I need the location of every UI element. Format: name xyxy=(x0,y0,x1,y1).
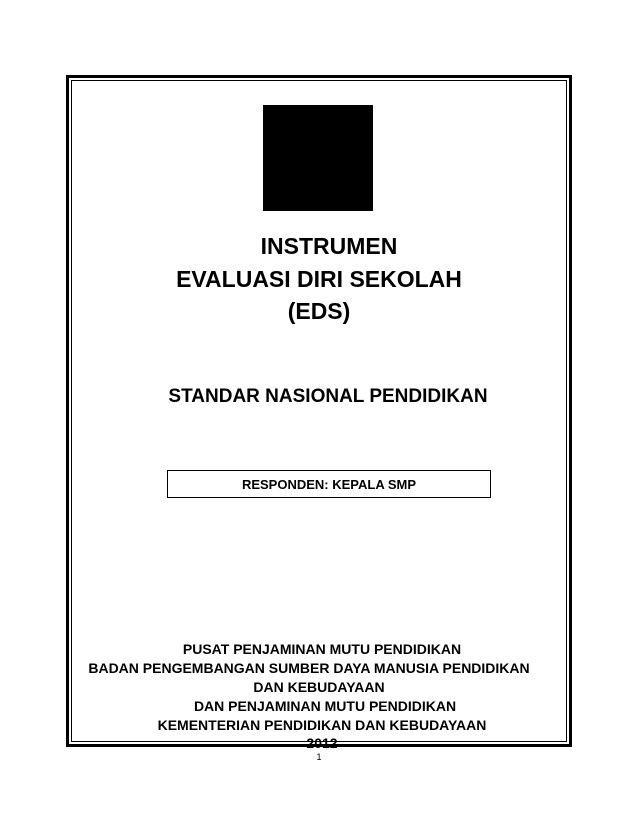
institution-line: PUSAT PENJAMINAN MUTU PENDIDIKAN xyxy=(182,641,462,657)
respondent-box: RESPONDEN: KEPALA SMP xyxy=(167,470,491,498)
title-instrumen: INSTRUMEN xyxy=(260,233,398,259)
institution-line: KEMENTERIAN PENDIDIKAN DAN KEBUDAYAAN xyxy=(157,717,487,733)
logo-placeholder xyxy=(263,105,373,211)
institution-line: DAN KEBUDAYAAN xyxy=(253,679,385,695)
institution-line: DAN PENJAMINAN MUTU PENDIDIKAN xyxy=(193,698,457,714)
subtitle-standar: STANDAR NASIONAL PENDIDIKAN xyxy=(168,386,488,407)
institution-year: 2012 xyxy=(306,735,338,751)
title-eds: (EDS) xyxy=(287,298,351,324)
title-evaluasi: EVALUASI DIRI SEKOLAH xyxy=(176,266,462,292)
page-number: 1 xyxy=(316,752,322,762)
institution-line: BADAN PENGEMBANGAN SUMBER DAYA MANUSIA PENDIDIKAN xyxy=(88,660,530,676)
